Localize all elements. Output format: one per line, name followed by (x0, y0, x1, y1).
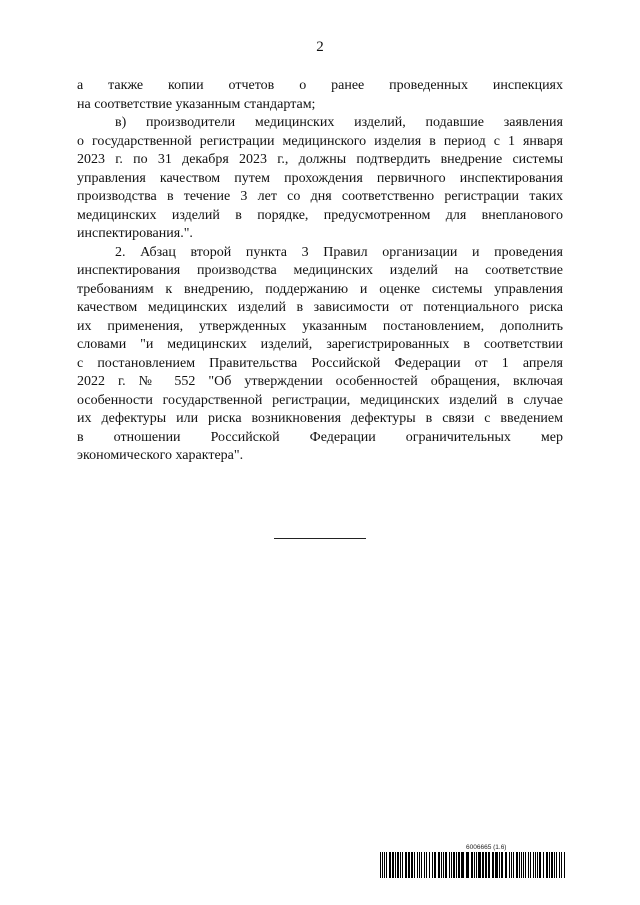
text-line: экономического характера". (77, 448, 244, 463)
paragraph (77, 244, 563, 466)
barcode-image (380, 852, 566, 878)
text-line: инспектирования.". (77, 226, 193, 241)
text-line: в отношении Российской Федерации ограничительных мер (77, 429, 563, 445)
paragraph (77, 114, 563, 244)
text-line: 2022 г. № 552 "Об утверждении особенностей обращения, включая (77, 374, 563, 389)
text-line: 2023 г. по 31 декабря 2023 г., должны подтвердить внедрение системы (77, 152, 563, 167)
text-line: производства в течение 3 лет со дня соответственно регистрации таких (77, 189, 563, 204)
text-line: с постановлением Правительства Российской Федерации от 1 апреля (77, 355, 563, 371)
text-line: особенности государственной регистрации, медицинских изделий в случае (77, 392, 563, 408)
page-number: 2 (316, 39, 324, 55)
text-line: на соответствие указанным стандартам; (77, 96, 316, 112)
barcode-caption: 6006665 (1.6) (466, 844, 507, 851)
text-line: требованиям к внедрению, поддержанию и оценке системы управления (77, 281, 563, 297)
text-line: их дефектуры или риска возникновения дефектуры в связи с введением (77, 411, 563, 426)
text-line: а также копии отчетов о ранее проведенных инспекциях (77, 78, 563, 93)
text-line: управления качеством путем прохождения первичного инспектирования (77, 170, 563, 186)
text-line: о государственной регистрации медицинского изделия в период с 1 января (77, 133, 563, 149)
text-line: их применения, утвержденных указанным постановлением, дополнить (77, 318, 563, 334)
document-body (77, 77, 563, 466)
text-line: 2. Абзац второй пункта 3 Правил организации и проведения (115, 244, 563, 260)
text-line: медицинских изделий в порядке, предусмотренном для внепланового (77, 207, 563, 223)
end-separator-line (274, 538, 366, 539)
text-line: качеством медицинских изделий в зависимости от потенциального риска (77, 300, 563, 315)
text-line: в) производители медицинских изделий, подавшие заявления (115, 115, 563, 130)
paragraph (77, 77, 563, 114)
text-line: инспектирования производства медицинских изделий на соответствие (77, 263, 563, 278)
text-line: словами "и медицинских изделий, зарегистрированных в соответствии (77, 337, 563, 352)
